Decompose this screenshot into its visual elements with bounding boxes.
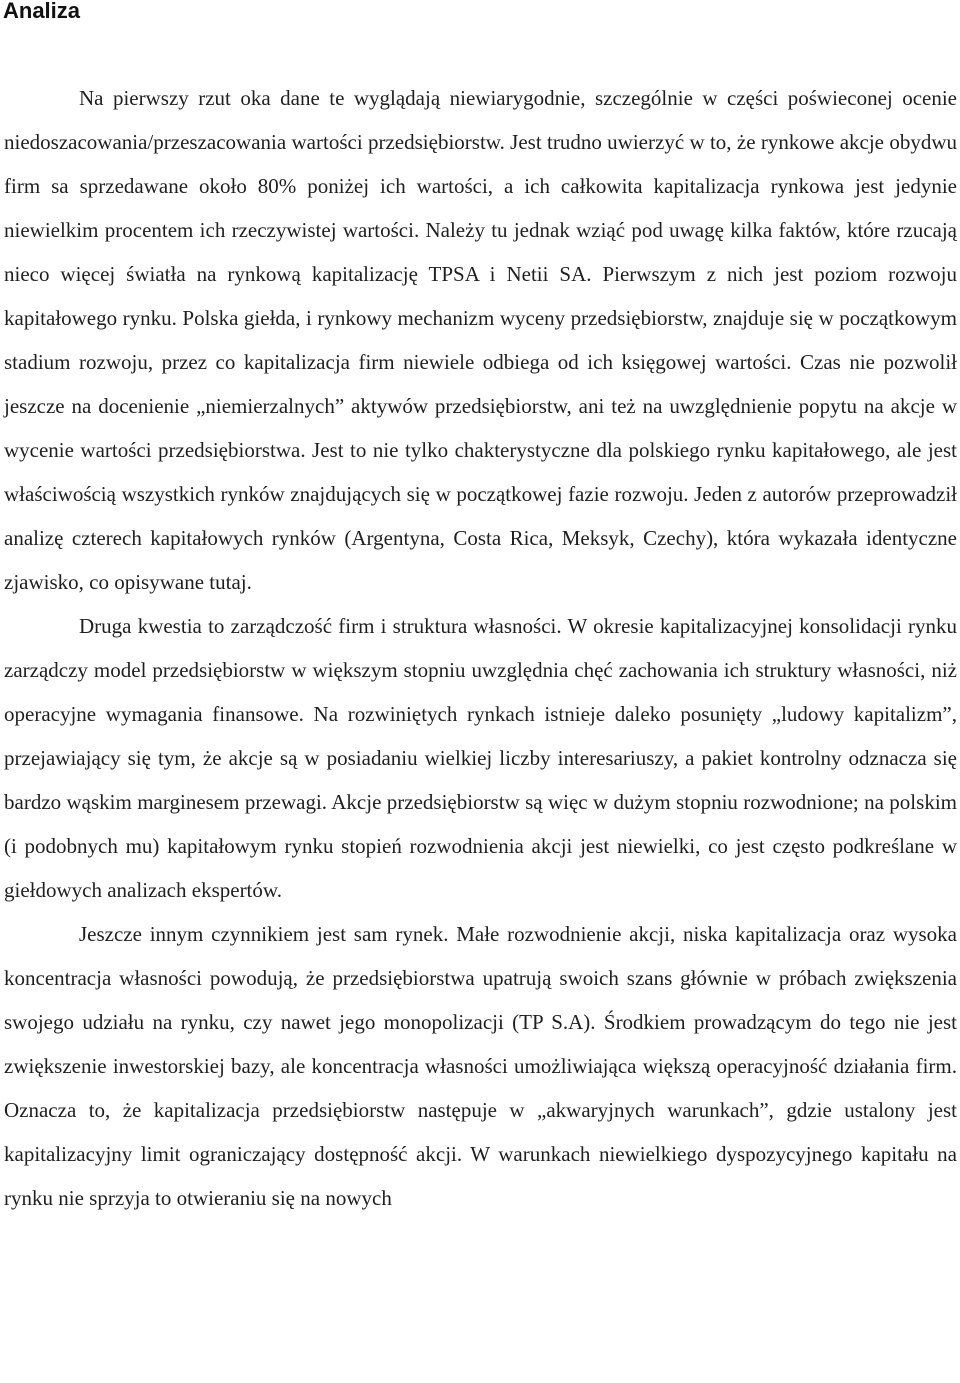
section-heading: Analiza	[3, 0, 81, 23]
paragraph-2: Druga kwestia to zarządczość firm i struktura własności. W okresie kapitalizacyjnej konsolidacji rynku zarządczy model przedsiębiorstw w większym stopniu uwzględnia chęć zachowania ich struktury własności, niż operacyjne wymagania finansowe. Na rozwiniętych rynkach istnieje daleko posunięty „ludowy kapitalizm”, przejawiający się tym, że akcje są w posiadaniu wielkiej liczby interesariuszy, a pakiet kontrolny odznacza się bardzo wąskim marginesem przewagi. Akcje przedsiębiorstw są więc w dużym stopniu rozwodnione; na polskim (i podobnych mu) kapitałowym rynku stopień rozwodnienia akcji jest niewielki, co jest często podkreślane w giełdowych analizach ekspertów.	[4, 614, 957, 902]
paragraph-1: Na pierwszy rzut oka dane te wyglądają niewiarygodnie, szczególnie w części poświeconej ocenie niedoszacowania/przeszacowania wartości przedsiębiorstw. Jest trudno uwierzyć w to, że rynkowe akcje obydwu firm sa sprzedawane około 80% poniżej ich wartości, a ich całkowita kapitalizacja rynkowa jest jedynie niewielkim procentem ich rzeczywistej wartości. Należy tu jednak wziąć pod uwagę kilka faktów, które rzucają nieco więcej światła na rynkową kapitalizację TPSA i Netii SA. Pierwszym z nich jest poziom rozwoju kapitałowego rynku. Polska giełda, i rynkowy mechanizm wyceny przedsiębiorstw, znajduje się w początkowym stadium rozwoju, przez co kapitalizacja firm niewiele odbiega od ich księgowej wartości. Czas nie pozwolił jeszcze na docenienie „niemierzalnych” aktywów przedsiębiorstw, ani też na uwzględnienie popytu na akcje w wycenie wartości przedsiębiorstwa. Jest to nie tylko chakterystyczne dla polskiego rynku kapitałowego, ale jest właściwością wszystkich rynków znajdujących się w początkowej fazie rozwoju. Jeden z autorów przeprowadził analizę czterech kapitałowych rynków (Argentyna, Costa Rica, Meksyk, Czechy), która wykazała identyczne zjawisko, co opisywane tutaj.	[4, 86, 957, 594]
body-text	[4, 76, 957, 1220]
paragraph-3: Jeszcze innym czynnikiem jest sam rynek. Małe rozwodnienie akcji, niska kapitalizacja oraz wysoka koncentracja własności powodują, że przedsiębiorstwa upatrują swoich szans głównie w próbach zwiększenia swojego udziału na rynku, czy nawet jego monopolizacji (TP S.A). Środkiem prowadzącym do tego nie jest zwiększenie inwestorskiej bazy, ale koncentracja własności umożliwiająca większą operacyjność działania firm. Oznacza to, że kapitalizacja przedsiębiorstw następuje w „akwaryjnych warunkach”, gdzie ustalony jest kapitalizacyjny limit ograniczający dostępność akcji. W warunkach niewielkiego dyspozycyjnego kapitału na rynku nie sprzyja to otwieraniu się na nowych	[4, 922, 957, 1210]
